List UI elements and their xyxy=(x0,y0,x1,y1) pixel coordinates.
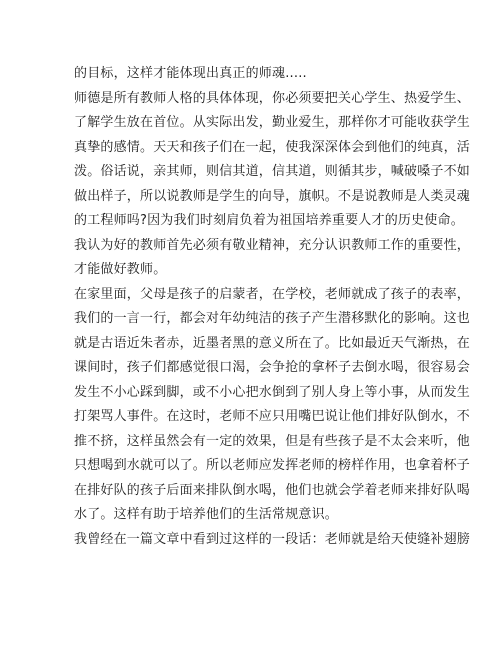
text-line: 发生不小心踩到脚，或不小心把水倒到了别人身上等小事，从而发生 xyxy=(74,384,471,400)
text-line: 我们的一言一行，都会对年幼纯洁的孩子产生潜移默化的影响。这也 xyxy=(74,311,471,326)
document-body xyxy=(74,62,471,552)
text-line: 真挚的感情。天天和孩子们在一起，使我深深体会到他们的纯真，活 xyxy=(74,139,471,155)
text-line: 就是古语近朱者赤，近墨者黑的意义所在了。比如最近天气渐热，在 xyxy=(74,335,471,351)
text-line: 师德是所有教师人格的具体体现，你必须要把关心学生、热爱学生、 xyxy=(74,90,471,106)
text-line: 课间时，孩子们都感觉很口渴，会争抢的拿杯子去倒水喝，很容易会 xyxy=(74,360,471,375)
text-line: 才能做好教师。 xyxy=(74,262,167,277)
text-line: 做出样子，所以说教师是学生的向导，旗帜。不是说教师是人类灵魂 xyxy=(74,188,471,204)
text-line: 我曾经在一篇文章中看到过这样的一段话：老师就是给天使缝补翅膀 xyxy=(74,531,471,547)
text-line: 在家里面，父母是孩子的启蒙者，在学校，老师就成了孩子的表率， xyxy=(74,286,471,302)
text-line: 水了。这样有助于培养他们的生活常规意识。 xyxy=(74,507,339,522)
text-line: 我认为好的教师首先必须有敬业精神，充分认识教师工作的重要性， xyxy=(74,237,471,253)
text-line: 打架骂人事件。在这时，老师不应只用嘴巴说让他们排好队倒水，不 xyxy=(74,409,471,424)
text-line: 了解学生放在首位。从实际出发，勤业爱生，那样你才可能收获学生 xyxy=(74,115,471,130)
text-line: 的工程师吗?因为我们时刻肩负着为祖国培养重要人才的历史使命。 xyxy=(74,213,464,228)
text-line: 只想喝到水就可以了。所以老师应发挥老师的榜样作用，也拿着杯子 xyxy=(74,458,471,473)
text-line: 的目标，这样才能体现出真正的师魂..... xyxy=(74,66,307,81)
text-line: 泼。俗话说，亲其师，则信其道，信其道，则循其步，喊破嗓子不如 xyxy=(74,164,471,179)
text-line: 在排好队的孩子后面来排队倒水喝，他们也就会学着老师来排好队喝 xyxy=(74,482,471,498)
text-line: 推不挤，这样虽然会有一定的效果，但是有些孩子是不太会来听，他 xyxy=(74,433,471,449)
